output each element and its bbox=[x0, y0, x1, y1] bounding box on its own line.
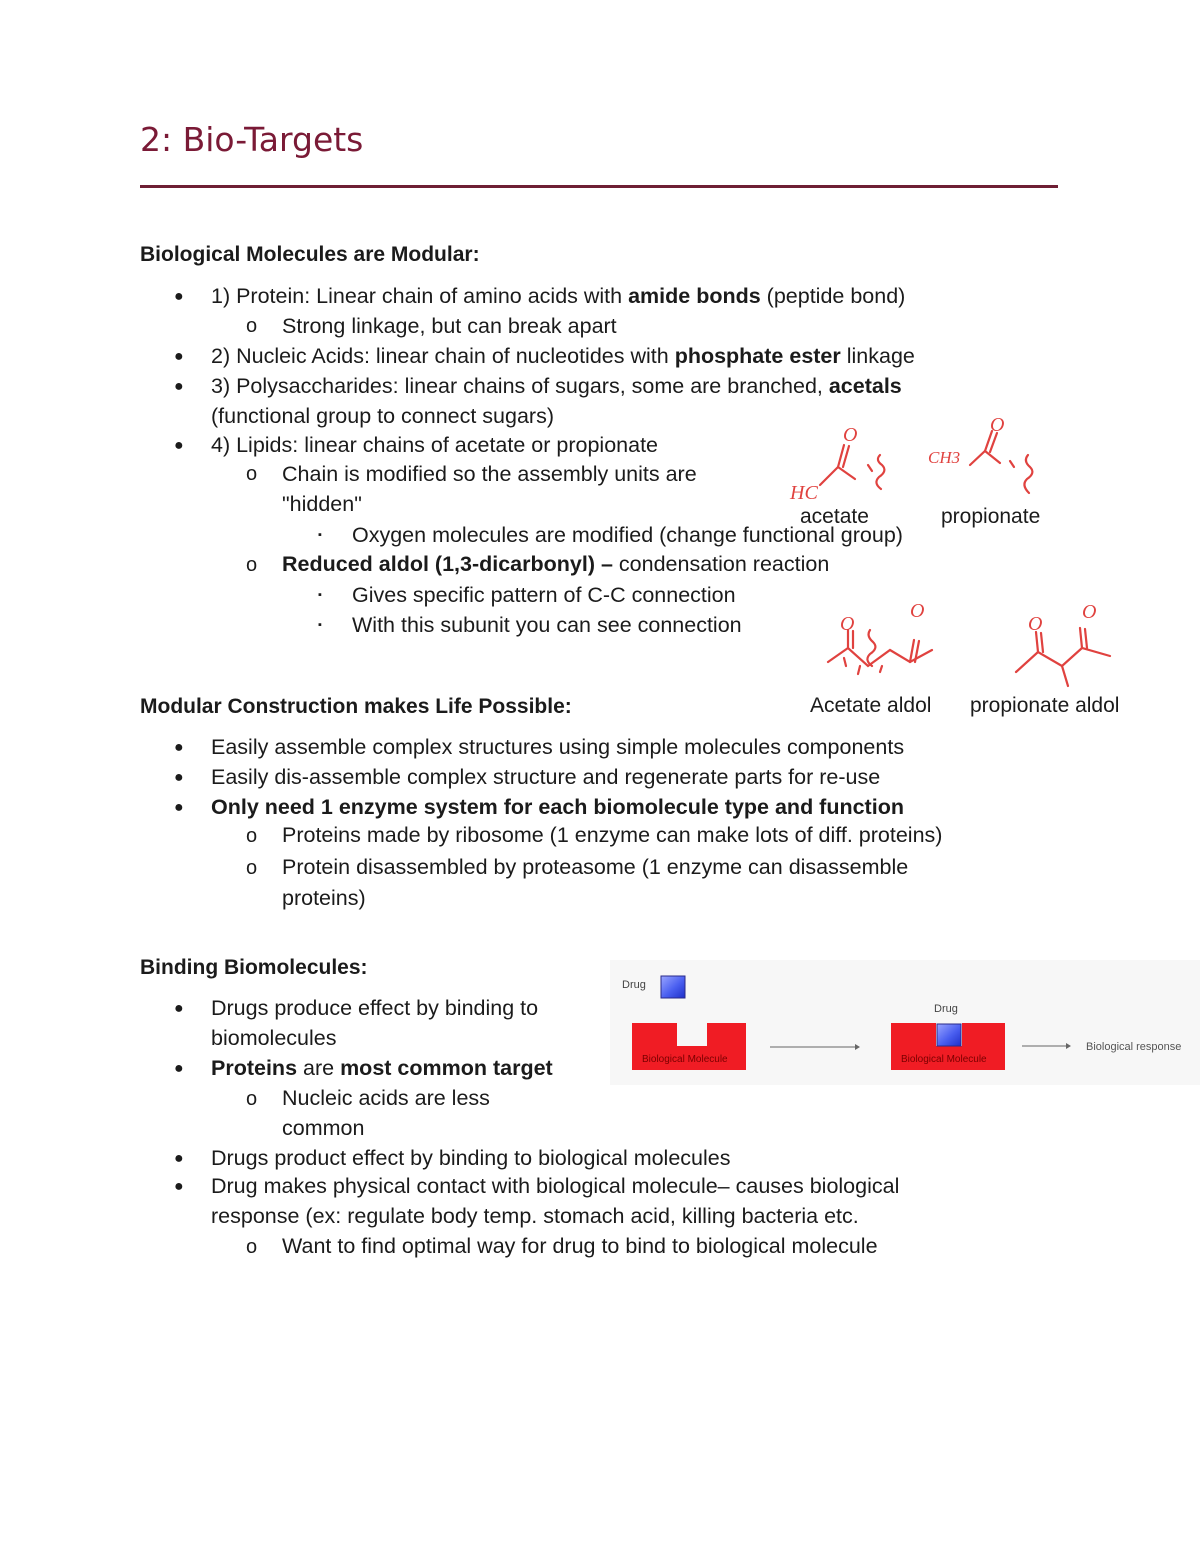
acetate-aldol-label: Acetate aldol bbox=[810, 694, 932, 717]
oxygen-symbol: O bbox=[990, 415, 1005, 436]
list-item-physical-contact-cont: response (ex: regulate body temp. stomach acid, killing bacteria etc. bbox=[211, 1204, 859, 1228]
circle-marker: o bbox=[246, 857, 258, 879]
oxygen-symbol: O bbox=[840, 613, 855, 635]
list-subitem-chain-modified: Chain is modified so the assembly units are bbox=[282, 462, 697, 486]
section-heading-modular: Biological Molecules are Modular: bbox=[140, 243, 480, 266]
circle-marker: o bbox=[246, 554, 258, 576]
list-subitem-reduced-aldol: Reduced aldol (1,3-dicarbonyl) – condensation reaction bbox=[282, 552, 830, 576]
circle-marker: o bbox=[246, 315, 258, 337]
bullet-marker: ● bbox=[174, 1178, 184, 1195]
list-item-assemble: Easily assemble complex structures using simple molecules components bbox=[211, 735, 905, 759]
list-subsubitem-connection: With this subunit you can see connection bbox=[352, 613, 742, 637]
square-marker: ▪ bbox=[318, 589, 322, 601]
list-subsubitem-pattern: Gives specific pattern of C-C connection bbox=[352, 583, 736, 607]
list-item-nucleic-acids: 2) Nucleic Acids: linear chain of nucleotides with phosphate ester linkage bbox=[211, 344, 915, 368]
bullet-marker: ● bbox=[174, 1150, 184, 1167]
page-title: 2: Bio-Targets bbox=[140, 120, 364, 159]
drug-binding-diagram bbox=[610, 960, 1200, 1085]
oxygen-symbol: O bbox=[1082, 601, 1097, 623]
bullet-marker: ● bbox=[174, 288, 184, 305]
list-item-physical-contact: Drug makes physical contact with biological molecule– causes biological bbox=[211, 1174, 900, 1198]
list-subitem-nucleic-acids-cont: common bbox=[282, 1116, 365, 1140]
list-item-lipids: 4) Lipids: linear chains of acetate or propionate bbox=[211, 433, 658, 457]
drug-label: Drug bbox=[934, 1003, 958, 1015]
bullet-marker: ● bbox=[174, 1060, 184, 1077]
list-item-proteins-target: Proteins are most common target bbox=[211, 1056, 553, 1080]
aldol-sketch bbox=[810, 600, 1140, 690]
molecule-label: Biological Molecule bbox=[642, 1054, 728, 1065]
list-item-protein: 1) Protein: Linear chain of amino acids with amide bonds (peptide bond) bbox=[211, 284, 906, 308]
list-subsubitem-oxygen: Oxygen molecules are modified (change functional group) bbox=[352, 523, 903, 547]
oxygen-symbol: O bbox=[843, 424, 858, 446]
acetate-label: acetate bbox=[800, 505, 869, 528]
list-subitem-proteasome-cont: proteins) bbox=[282, 886, 366, 910]
hc-symbol: HC bbox=[790, 482, 818, 504]
molecule-label: Biological Molecule bbox=[901, 1054, 987, 1065]
drug-label: Drug bbox=[622, 979, 646, 991]
section-heading-binding: Binding Biomolecules: bbox=[140, 956, 368, 979]
bullet-marker: ● bbox=[174, 739, 184, 756]
list-item-polysaccharides: 3) Polysaccharides: linear chains of sugars, some are branched, acetals bbox=[211, 374, 902, 398]
drug-bound-square-icon bbox=[937, 1024, 961, 1046]
bullet-marker: ● bbox=[174, 769, 184, 786]
list-item-drugs-product: Drugs product effect by binding to biological molecules bbox=[211, 1146, 731, 1170]
square-marker: ▪ bbox=[318, 529, 322, 541]
square-marker: ▪ bbox=[318, 619, 322, 631]
bullet-marker: ● bbox=[174, 378, 184, 395]
list-item-enzyme-system: Only need 1 enzyme system for each biomolecule type and function bbox=[211, 795, 904, 819]
drug-square-icon bbox=[661, 976, 685, 998]
list-item-drugs-effect: Drugs produce effect by binding to bbox=[211, 996, 539, 1020]
list-subitem-chain-modified-cont: "hidden" bbox=[282, 492, 362, 516]
list-subitem-optimal-binding: Want to find optimal way for drug to bind to biological molecule bbox=[282, 1234, 878, 1258]
list-subitem-proteasome: Protein disassembled by proteasome (1 enzyme can disassemble bbox=[282, 855, 909, 879]
oxygen-symbol: O bbox=[910, 600, 925, 622]
bullet-marker: ● bbox=[174, 437, 184, 454]
list-item-polysaccharides-cont: (functional group to connect sugars) bbox=[211, 404, 555, 428]
circle-marker: o bbox=[246, 1236, 258, 1258]
circle-marker: o bbox=[246, 1088, 258, 1110]
section-heading-construction: Modular Construction makes Life Possible: bbox=[140, 695, 572, 718]
response-label: Biological response bbox=[1086, 1041, 1182, 1053]
bullet-marker: ● bbox=[174, 1000, 184, 1017]
title-rule bbox=[140, 185, 1058, 188]
propionate-aldol-label: propionate aldol bbox=[970, 694, 1120, 717]
list-item-drugs-effect-cont: biomolecules bbox=[211, 1026, 337, 1050]
list-subitem-ribosome: Proteins made by ribosome (1 enzyme can make lots of diff. proteins) bbox=[282, 823, 943, 847]
bullet-marker: ● bbox=[174, 799, 184, 816]
circle-marker: o bbox=[246, 463, 258, 485]
bullet-marker: ● bbox=[174, 348, 184, 365]
list-subitem-nucleic-acids: Nucleic acids are less bbox=[282, 1086, 490, 1110]
ch3-symbol: CH3 bbox=[928, 448, 961, 467]
list-item-disassemble: Easily dis-assemble complex structure and regenerate parts for re-use bbox=[211, 765, 881, 789]
list-subitem-linkage: Strong linkage, but can break apart bbox=[282, 314, 617, 338]
propionate-label: propionate bbox=[941, 505, 1041, 528]
oxygen-symbol: O bbox=[1028, 613, 1043, 635]
circle-marker: o bbox=[246, 825, 258, 847]
